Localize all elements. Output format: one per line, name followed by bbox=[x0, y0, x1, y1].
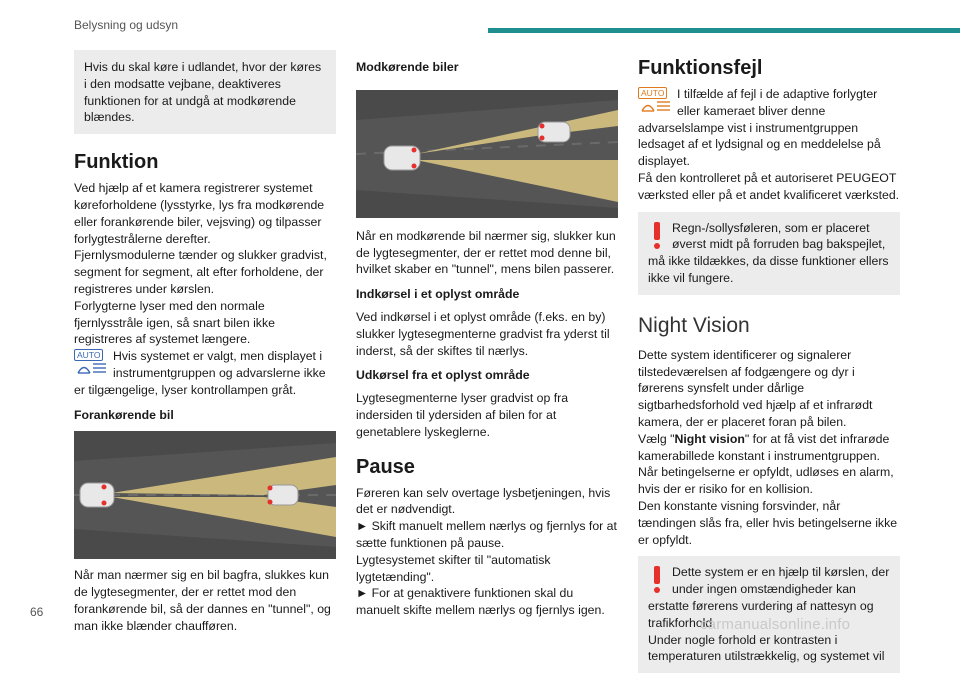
heading-night-vision: Night Vision bbox=[638, 313, 750, 337]
funktion-para-3: Forlygterne lyser med den normale fjernlysstråle igen, så snart bilen ikke registreres af systemet længere. bbox=[74, 298, 275, 347]
auto-description: Hvis systemet er valgt, men displayet i instrumentgruppen og advarslerne ikke er tilgængelige, lyser kontrollampen gråt. bbox=[74, 349, 326, 397]
page-number: 66 bbox=[30, 605, 44, 619]
heading-udkorsel: Udkørsel fra et oplyst område bbox=[356, 368, 530, 383]
caption-oncoming-car: Når en modkørende bil nærmer sig, slukker kun de lygtesegmenter, der er rettet mod denne bil, hvilket skaber en "tunnel", mens bilen passerer. bbox=[356, 228, 616, 277]
intro-note: Hvis du skal køre i udlandet, hvor der køres i den modsatte vejbane, deaktiveres funktionen for at undgå at modkørende blændes. bbox=[74, 50, 336, 134]
pause-line-1: Føreren kan selv overtage lysbetjeningen, hvis det er nødvendigt. bbox=[356, 485, 611, 517]
heading-indkorsel: Indkørsel i et oplyst område bbox=[356, 287, 520, 302]
night-text: Dette system identificerer og signalerer tilstedeværelsen af fodgængere og dyr i førerens synsfelt under dårlige sigtbarhedsforhold ved hjælp af et infrarødt kamera, der er placeret foran på bilen. bbox=[638, 347, 873, 429]
column-middle bbox=[356, 50, 618, 619]
pause-line-2: ► Skift manuelt mellem nærlys og fjernlys for at sætte funktionen på pause. bbox=[356, 519, 617, 550]
pause-line-4: ► For at genaktivere funktionen skal du manuelt skifte mellem nærlys og fjernlys igen. bbox=[356, 586, 605, 618]
column-left bbox=[74, 50, 336, 635]
fault-block bbox=[638, 86, 900, 170]
caption-following-car: Når man nærmer sig en bil bagfra, slukkes kun de lygtesegmenter, der er rettet mod den forankørende bil, så der dannes en "tunnel", og man ikke blænder chaufføren. bbox=[74, 568, 331, 633]
running-header: Belysning og udsyn bbox=[74, 18, 179, 32]
heading-modkorende: Modkørende biler bbox=[356, 60, 459, 74]
entry-text: Ved indkørsel i et oplyst område (f.eks. en by) slukker lygtesegmenterne gradvist fra yderst til inderst, så der skiftes til nærlys. bbox=[356, 309, 610, 358]
illustration-oncoming-car bbox=[356, 90, 618, 218]
heading-funktion: Funktion bbox=[74, 151, 159, 174]
warning-exclamation-icon bbox=[651, 566, 663, 594]
fault-text: I tilfælde af fejl i de adaptive forlygter eller kameraet bliver denne advarselslampe vist i instrumentgruppen ledsaget af et lydsignal og en meddelelse på displayet. bbox=[638, 87, 881, 169]
auto-lamp-icon: AUTO bbox=[74, 349, 108, 379]
column-right bbox=[638, 50, 900, 681]
fault-text-2: Få den kontrolleret på et autoriseret PEUGEOT værksted eller på et andet kvalificeret værksted. bbox=[638, 170, 900, 202]
funktion-para-1: Ved hjælp af et kamera registrerer systemet køreforholdene (lysstyrke, lys fra modkørende eller forankørende biler, vejsving) og tilpasser forlygtestrålerne derefter. bbox=[74, 181, 325, 246]
illustration-following-car bbox=[74, 431, 336, 559]
auto-block bbox=[74, 348, 336, 398]
heading-pause: Pause bbox=[356, 455, 415, 478]
exit-text: Lygtesegmenterne lyser gradvist op fra indersiden til ydersiden af bilen for at genetablere lyskeglerne. bbox=[356, 391, 569, 439]
funktion-para-2: Fjernlysmodulerne tænder og slukker gradvist, segment for segment, alt efter forholdene, der registreres under kørslen. bbox=[74, 248, 327, 296]
heading-forankorende: Forankørende bil bbox=[74, 407, 174, 422]
pause-line-3: Lygtesystemet skifter til "automatisk lygtetænding". bbox=[356, 552, 551, 584]
night-text-3: Den konstante visning forsvinder, når tændingen slås fra, eller hvis betingelserne ikke er opfyldt. bbox=[638, 498, 898, 547]
warning-note-night-vision: Dette system er en hjælp til kørslen, der under ingen omstændigheder kan erstatte førerens vurdering af nattesyn og trafikforhold. Under nogle forhold er kontrasten i temperaturen utilstrækkelig, og systemet vil bbox=[638, 556, 900, 673]
auto-fault-lamp-icon: AUTO bbox=[638, 87, 672, 117]
night-select-text: Vælg "Night vision" for at få vist det infrarøde kamerabillede konstant i instrumentgruppen. Når betingelserne er opfyldt, udløses en alarm, hvis der er risiko for en kollision. bbox=[638, 431, 894, 497]
header-accent-bar bbox=[488, 28, 960, 33]
watermark: carmanualsonline.info bbox=[700, 616, 851, 633]
heading-funktionsfejl: Funktionsfejl bbox=[638, 57, 763, 79]
warning-exclamation-icon bbox=[651, 222, 663, 250]
warning-note-sensor: Regn-/sollysføleren, som er placeret øverst midt på forruden bag bakspejlet, må ikke tildækkes, da disse funktioner ellers ikke vil fungere. bbox=[638, 212, 900, 295]
